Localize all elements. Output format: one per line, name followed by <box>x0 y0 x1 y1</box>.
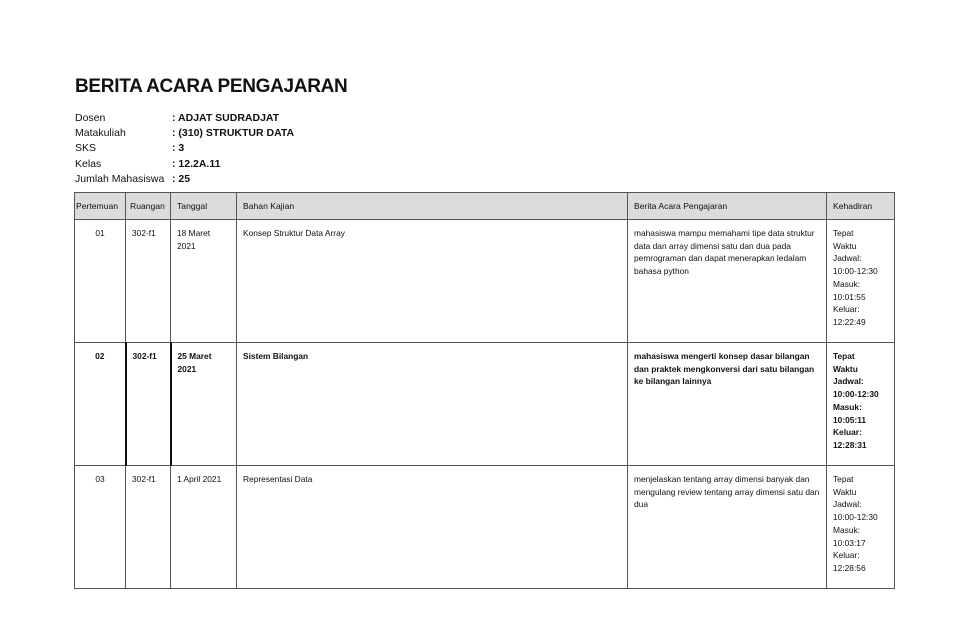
cell-ruangan: 302-f1 <box>126 220 171 343</box>
kehadiran-line: Keluar: <box>833 427 862 438</box>
kehadiran-line: 10:00-12:30 <box>833 512 878 523</box>
kehadiran-line: Tepat <box>833 351 855 361</box>
info-row-jumlah-mahasiswa <box>75 172 294 187</box>
cell-pertemuan: 01 <box>75 220 126 343</box>
cell-berita-acara: mahasiswa mampu memahami tipe data struktur data dan array dimensi satu dan dua pada pemrograman dan dapat menerapkan ledalam bahasa python <box>628 220 827 343</box>
cell-kehadiran <box>827 466 895 589</box>
header-bahan-kajian: Bahan Kajian <box>237 193 628 220</box>
kehadiran-line: Keluar: <box>833 550 860 561</box>
kehadiran-line: Masuk: <box>833 401 862 412</box>
info-row-sks <box>75 141 294 156</box>
cell-pertemuan: 02 <box>75 343 126 466</box>
document-title: BERITA ACARA PENGAJARAN <box>75 76 348 97</box>
info-row-dosen <box>75 111 294 126</box>
kehadiran-line: 10:00-12:30 <box>833 389 879 400</box>
cell-tanggal: 25 Maret 2021 <box>171 343 237 466</box>
info-value: : 25 <box>172 172 191 185</box>
cell-tanggal: 1 April 2021 <box>171 466 237 589</box>
kehadiran-line: Waktu <box>833 363 858 374</box>
cell-kehadiran <box>827 343 895 466</box>
cell-bahan-kajian: Konsep Struktur Data Array <box>237 220 628 343</box>
table-row <box>75 220 895 343</box>
table-row <box>75 466 895 589</box>
info-row-matakuliah <box>75 126 294 141</box>
info-label: SKS <box>75 142 97 155</box>
cell-kehadiran <box>827 220 895 343</box>
info-value: : 12.2A.11 <box>172 157 221 170</box>
kehadiran-line: Waktu <box>833 486 857 497</box>
kehadiran-line: Tepat <box>833 228 854 238</box>
info-label: Kelas <box>75 157 102 170</box>
cell-bahan-kajian: Representasi Data <box>237 466 628 589</box>
course-info <box>75 111 294 187</box>
teaching-report-table <box>74 192 895 589</box>
kehadiran-line: 12:28:31 <box>833 439 867 450</box>
cell-berita-acara: menjelaskan tentang array dimensi banyak dan mengulang review tentang array dimensi satu dan dua <box>628 466 827 589</box>
kehadiran-line: 12:28:56 <box>833 562 866 573</box>
kehadiran-line: Tepat <box>833 474 854 484</box>
info-label: Dosen <box>75 112 106 124</box>
cell-tanggal: 18 Maret 2021 <box>171 220 237 343</box>
kehadiran-line: Keluar: <box>833 304 860 315</box>
kehadiran-line: Waktu <box>833 240 857 251</box>
cell-ruangan: 302-f1 <box>126 343 171 466</box>
header-ruangan: Ruangan <box>126 193 171 220</box>
info-row-kelas <box>75 157 294 172</box>
info-value: : ADJAT SUDRADJAT <box>172 112 280 124</box>
kehadiran-line: Jadwal: <box>833 499 862 510</box>
kehadiran-line: 10:05:11 <box>833 414 867 425</box>
kehadiran-line: Jadwal: <box>833 376 864 387</box>
table-row <box>75 343 895 466</box>
info-value: : (310) STRUKTUR DATA <box>172 127 295 140</box>
kehadiran-line: 10:00-12:30 <box>833 266 878 277</box>
kehadiran-line: Jadwal: <box>833 253 862 264</box>
kehadiran-line: 12:22:49 <box>833 316 866 327</box>
info-label: Jumlah Mahasiswa <box>75 172 165 185</box>
info-label: Matakuliah <box>75 127 126 140</box>
header-tanggal: Tanggal <box>171 193 237 220</box>
kehadiran-line: 10:03:17 <box>833 537 866 548</box>
cell-pertemuan: 03 <box>75 466 126 589</box>
table-header-row <box>75 193 895 220</box>
kehadiran-line: Masuk: <box>833 524 860 535</box>
cell-berita-acara: mahasiswa mengerti konsep dasar bilangan dan praktek mengkonversi dari satu bilangan ke bilangan lainnya <box>628 343 827 466</box>
kehadiran-line: 10:01:55 <box>833 291 866 302</box>
header-pertemuan: Pertemuan <box>75 193 126 220</box>
kehadiran-line: Masuk: <box>833 278 860 289</box>
cell-ruangan: 302-f1 <box>126 466 171 589</box>
info-value: : 3 <box>172 142 185 155</box>
header-berita-acara: Berita Acara Pengajaran <box>628 193 827 220</box>
cell-bahan-kajian: Sistem Bilangan <box>237 343 628 466</box>
header-kehadiran: Kehadiran <box>827 193 895 220</box>
